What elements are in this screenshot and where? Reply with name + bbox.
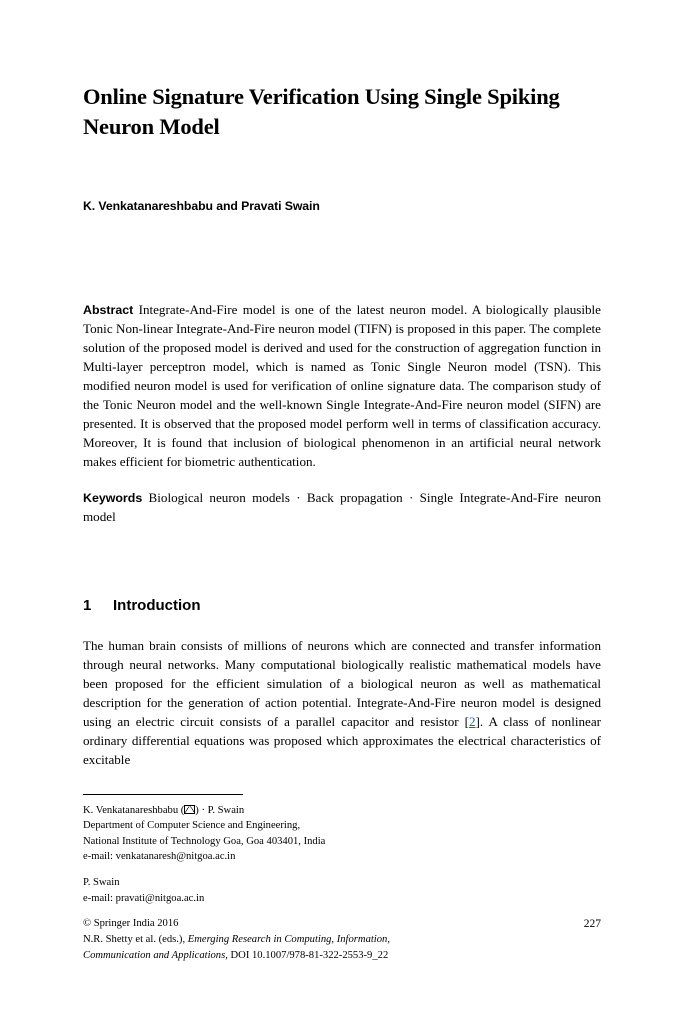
body-paragraph [83,636,601,770]
section-title: Introduction [113,596,201,614]
page-title: Online Signature Verification Using Single Spiking Neuron Model [83,84,560,140]
footnote-author-1-name [83,803,601,818]
abstract-text: Integrate-And-Fire model is one of the latest neuron model. A biologically plausible Tonic Non-linear Integrate-And-Fire neuron model (TIFN) is proposed in this paper. The complete solution of the proposed model is derived and used for the construction of aggregation function in Multi-layer perceptron model, which is named as Tonic Single Neuron model (TSN). This modified neuron model is used for verification of online signature data. The comparison study of the Tonic Neuron model and the well-known Single Integrate-And-Fire neuron model (SIFN) are presented. It is observed that the proposed model perform well in terms of classification accuracy. Moreover, It is found that inclusion of biological phenomenon in an artificial neural network makes efficient for biometric authentication. [83,301,601,469]
keywords-label: Keywords [83,490,143,505]
footnote-block [83,803,601,917]
footnote-author-2 [83,875,601,906]
copyright-line-3 [83,948,601,964]
citation-link-2[interactable]: 2 [468,714,476,730]
footnote-separator [83,794,243,795]
footnote-email-2: e-mail: pravati@nitgoa.ac.in [83,892,205,904]
footnote-department: Department of Computer Science and Engineering, [83,820,301,832]
footnote-institution: National Institute of Technology Goa, Goa 403401, India [83,835,326,847]
page-number: 227 [583,918,601,930]
footnote-email-1: e-mail: venkatanaresh@nitgoa.ac.in [83,851,236,863]
envelope-icon [184,805,195,814]
page-content [83,82,601,769]
section-heading [83,597,601,614]
abstract-block [83,301,601,472]
abstract-label: Abstract [83,302,134,317]
doi-text: , DOI 10.1007/978-81-322-2553-9_22 [225,949,389,961]
copyright-line-1 [83,916,601,932]
copyright-text: © Springer India 2016 [83,918,179,929]
footnote-author-1 [83,803,601,864]
copyright-block [83,916,601,964]
footnote-author-2-name: P. Swain [83,877,120,889]
author-list: K. Venkatanareshbabu and Pravati Swain [83,198,320,213]
copyright-line-2 [83,932,601,948]
paragraph-text-part-2: ]. A class of nonlinear ordinary differential equations was proposed which approximates the electrical characteristics of excitable [83,714,602,768]
footnote-author-1-name-tail: ) · P. Swain [195,805,245,816]
keywords-block [83,489,601,527]
paragraph-text-part-1: The human brain consists of millions of neurons which are connected and transfer information through neural networks. Many computational biologically realistic mathematical models have been proposed for the efficient simulation of a biological neuron as well as mathematical description for the generation of action potential. Integrate-And-Fire neuron model is designed using an electric circuit consists of a parallel capacitor and resistor [ [83,637,601,730]
section-number: 1 [83,596,92,614]
keywords-text: Biological neuron models · Back propagation · Single Integrate-And-Fire neuron model [83,489,601,524]
footnote-author-1-name-text: K. Venkatanareshbabu ( [83,805,185,816]
book-title-part-1: Emerging Research in Computing, Information, [187,933,390,945]
editors-text: N.R. Shetty et al. (eds.), [83,933,188,945]
book-title-part-2: Communication and Applications [83,949,226,961]
